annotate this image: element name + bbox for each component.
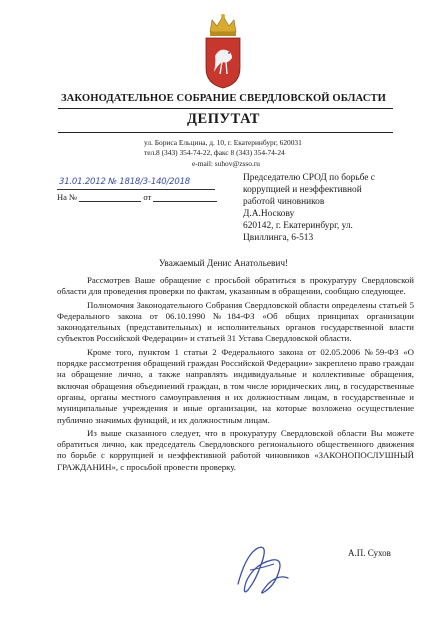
reference-number-blank [79,192,141,202]
body-paragraph: Рассмотрев Ваше обращение с просьбой обратиться в прокуратуру Свердловской области для проведения проверки по фактам, указанным в обращении, сообщаю следующее. [57,275,414,297]
recipient-block [243,172,413,244]
reference-row [57,192,217,202]
recipient-line: 620142, г. Екатеринбург, ул. [243,221,353,231]
address-line: ул. Бориса Ельцина, д. 10, г. Екатеринбург, 620031 [144,138,302,147]
header-rule-bottom [58,132,393,133]
header-rule-top [58,108,393,109]
reference-date-blank [153,192,217,202]
signer-name: А.П. Сухов [348,548,391,558]
phone-line: тел.8 (343) 354-74-22, факс 8 (343) 354-74-24 [144,148,285,157]
recipient-line: коррупцией и неэффективной [243,185,362,195]
handwritten-registration: 31.01.2012 № 1818/3-140/2018 [59,177,191,187]
body-paragraph: Полномочия Законодательного Собрания Свердловской области определены статьей 5 Федерального закона от 06.10.1990 №184-ФЗ «Об общих принципах организации законодательных (представительных) и исполнительных органов государственной власти субъектов Российской Федерации» и статьей 31 Устава Свердловской области. [57,299,414,344]
registration-field [57,177,215,190]
body-paragraph: Из выше сказанного следует, что в прокуратуру Свердловской области Вы можете обратиться лично, как председатель Свердловского регионального общественного движения по борьбе с коррупцией и неэффективной работой чиновников «ЗАКОНОПОСЛУШНЫЙ ГРАЖДАНИН», с просьбой провести проверку. [57,427,414,472]
organization-name: ЗАКОНОДАТЕЛЬНОЕ СОБРАНИЕ СВЕРДЛОВСКОЙ ОБЛАСТИ [60,93,387,104]
recipient-line: Председателю СРОД по борьбе с [243,173,375,183]
reference-number-label: На № [57,192,78,202]
handwritten-signature [228,534,298,600]
recipient-line: Д.А.Носкову [243,209,295,219]
email-line: e-mail: suhov@zsso.ru [192,159,260,168]
recipient-line: Цвиллинга, 6-513 [243,233,314,243]
letter-body [57,275,414,475]
coat-of-arms-icon [202,12,244,90]
recipient-line: работой чиновников [243,197,325,207]
body-paragraph: Кроме того, пунктом 1 статьи 2 Федерального закона от 02.05.2006 №59-ФЗ «О порядке рассмотрения обращений граждан Российской Федерации» закреплено право граждан на обращение лично, а также направлять индивидуальные и коллективные обращения, включая обращения объединений граждан, в том числе юридических лиц, в государственные органы, органы местного самоуправления и их должностным лицам, в государственные и муниципальные учреждения и иные организации, на которые возложено осуществление публично значимых функций, и их должностным лицам. [57,346,414,425]
salutation: Уважаемый Денис Анатольевич! [158,259,289,269]
reference-from-label: от [143,192,152,202]
letterhead-title: ДЕПУТАТ [187,111,260,127]
